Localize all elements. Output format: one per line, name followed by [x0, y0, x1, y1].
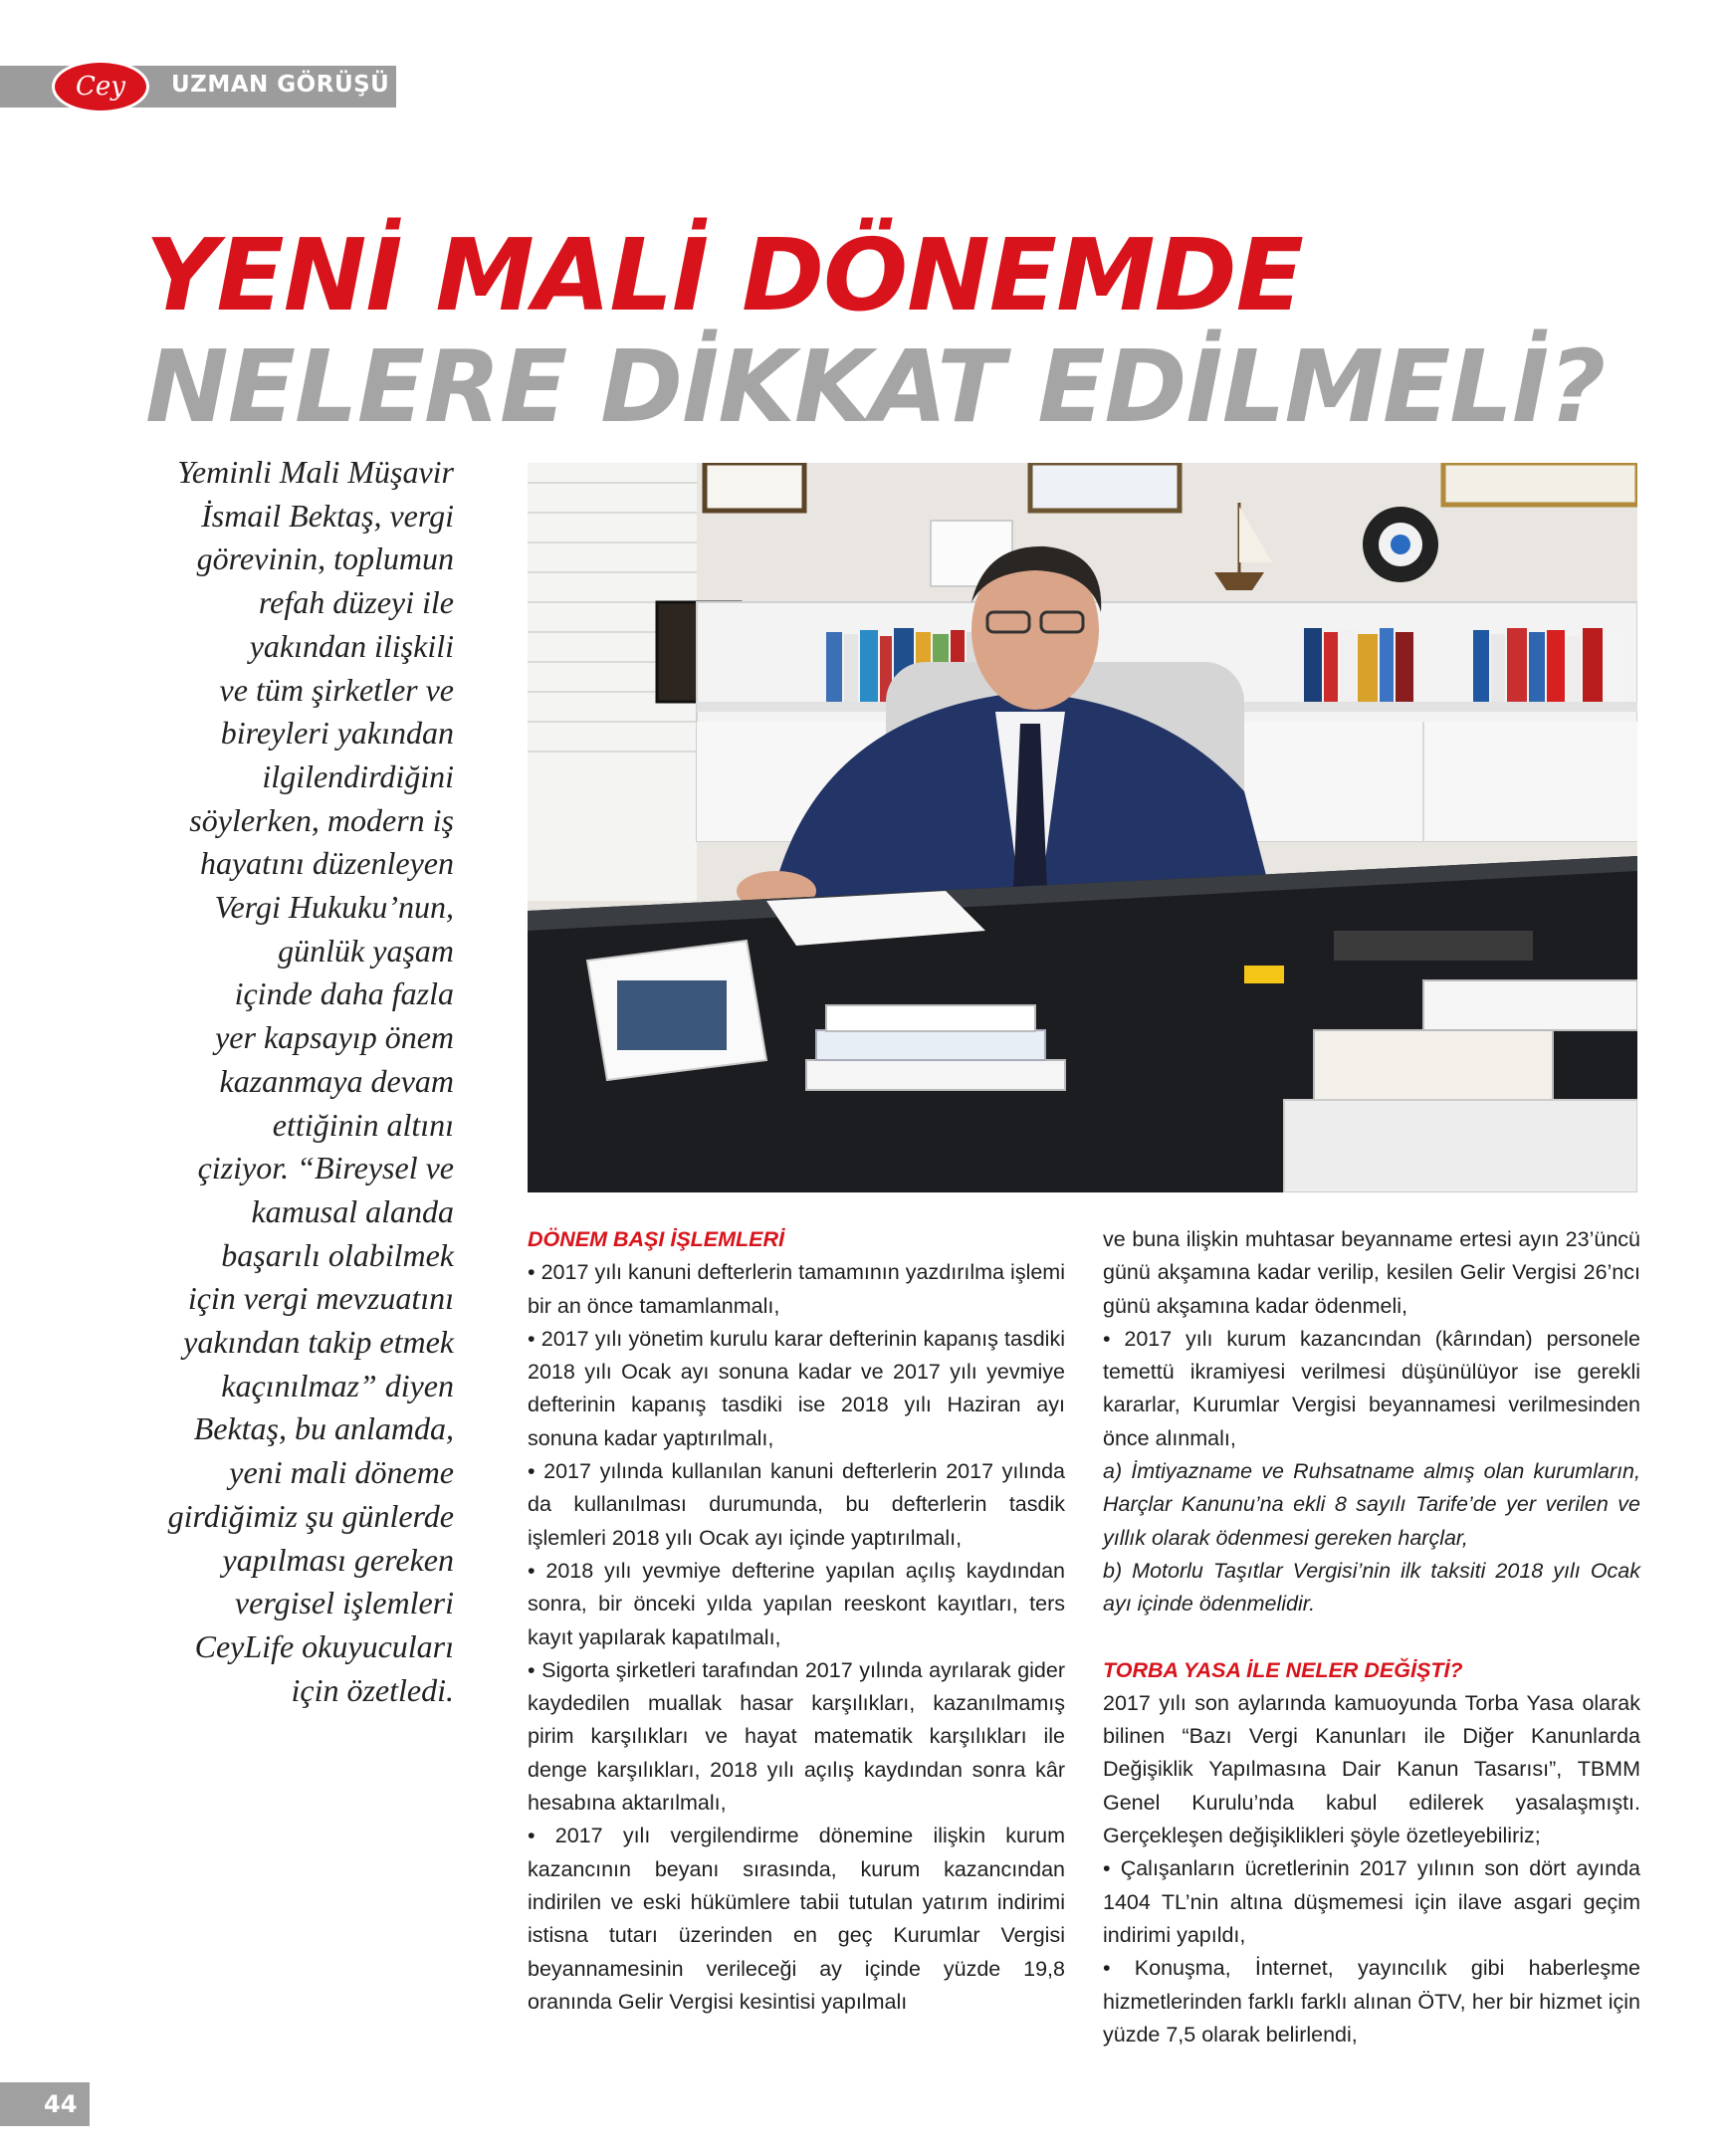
page-number: 44 — [44, 2090, 78, 2118]
paragraph: • 2017 yılı kanuni defterlerin tamamının yazdırılma işlemi bir an önce tamamlanmalı, — [528, 1260, 1065, 1318]
pull-quote-line: günlük yaşam — [278, 932, 454, 969]
ceylife-logo — [52, 60, 149, 113]
pull-quote-line: için vergi mevzuatını — [187, 1280, 454, 1317]
pull-quote-line: ve tüm şirketler ve — [219, 671, 454, 708]
pull-quote-line: Yeminli Mali Müşavir — [177, 454, 454, 490]
pull-quote-line: yer kapsayıp önem — [215, 1019, 454, 1056]
pull-quote-line: Bektaş, bu anlamda, — [193, 1410, 454, 1447]
pull-quote-line: vergisel işlemleri — [234, 1585, 454, 1621]
section-label: UZMAN GÖRÜŞÜ — [171, 72, 390, 98]
paragraph: • Sigorta şirketleri tarafından 2017 yılında ayrılarak gider kaydedilen muallak hasar karşılıkları, kazanılmamış pirim karşılıkları ve hayat matematik karşılıkları ile denge karşılıkları, 2018 yılı açılış kaydından sonra kâr hesabına aktarılmalı, — [528, 1657, 1065, 1816]
section-heading-donem-basi: DÖNEM BAŞI İŞLEMLERİ — [528, 1227, 785, 1251]
paragraph: • Konuşma, İnternet, yayıncılık gibi haberleşme hizmetlerinden farklı farklı alınan ÖTV, her bir hizmet için yüzde 7,5 olarak belirlendi, — [1103, 1956, 1640, 2047]
pull-quote-line: söylerken, modern iş — [189, 801, 454, 838]
paragraph: • 2017 yılında kullanılan kanuni defterlerin 2017 yılında da kullanılması durumunda, bu defterlerin tasdik işlemleri 2018 yılı Ocak ayı içinde yaptırılmalı, — [528, 1459, 1065, 1550]
pull-quote-line: çiziyor. “Bireysel ve — [197, 1150, 454, 1186]
headline-line-1: YENİ MALİ DÖNEMDE — [145, 217, 1303, 333]
pull-quote-line: bireyleri yakından — [220, 715, 454, 752]
pull-quote-line: yakından ilişkili — [249, 627, 454, 664]
pull-quote-line: başarılı olabilmek — [221, 1236, 454, 1273]
office-portrait-photo — [528, 463, 1637, 1192]
body-column-left — [528, 1223, 1065, 2019]
pull-quote-line: kamusal alanda — [251, 1192, 454, 1229]
paragraph: • 2017 yılı vergilendirme dönemine ilişkin kurum kazancının beyanı sırasında, kurum kazancından indirilen ve eski hükümlere tabii tutulan yatırım indirimi istisna tutarı üzerinden en geç Kurumlar Vergisi beyannamesinin verileceği ay içinde yüzde 19,8 oranında Gelir Vergisi kesintisi yapılmalı — [528, 1824, 1065, 2014]
pull-quote-line: kazanmaya devam — [219, 1062, 454, 1099]
pull-quote-line: yakından takip etmek — [183, 1324, 454, 1361]
paragraph: • 2017 yılı yönetim kurulu karar defterinin kapanış tasdiki 2018 yılı Ocak ayı sonuna kadar ve 2017 yılı yevmiye defterinin kapanış tasdiki ise 2018 yılı Haziran ayı sonuna kadar yaptırılmalı, — [528, 1326, 1065, 1450]
pull-quote-line: için özetledi. — [291, 1671, 454, 1708]
pull-quote — [139, 451, 454, 1712]
pull-quote-line: kaçınılmaz” diyen — [221, 1367, 454, 1403]
pull-quote-line: görevinin, toplumun — [196, 540, 454, 577]
pull-quote-line: yeni mali döneme — [229, 1454, 454, 1491]
paragraph: • Çalışanların ücretlerinin 2017 yılının son dört ayında 1404 TL’nin altına düşmemesi için ilave asgari geçim indirimi yapıldı, — [1103, 1856, 1640, 1947]
paragraph: ve buna ilişkin muhtasar beyanname ertesi ayın 23’üncü günü akşamına kadar verilip, kesilen Gelir Vergisi 26’ncı günü akşamına kadar ödenmeli, — [1103, 1227, 1640, 1318]
pull-quote-line: ettiğinin altını — [272, 1106, 454, 1143]
paragraph: • 2018 yılı yevmiye defterine yapılan açılış kaydından sonra, bir önceki yılda yapılan reeskont kayıtları, ters kayıt yapılarak kapatılmalı, — [528, 1558, 1065, 1649]
pull-quote-line: refah düzeyi ile — [258, 584, 454, 621]
section-heading-torba-yasa: TORBA YASA İLE NELER DEĞİŞTİ? — [1103, 1657, 1463, 1682]
pull-quote-line: yapılması gereken — [222, 1541, 454, 1578]
pull-quote-line: hayatını düzenleyen — [199, 845, 454, 882]
pull-quote-line: girdiğimiz şu günlerde — [167, 1497, 454, 1534]
pull-quote-line: CeyLife okuyucuları — [194, 1627, 454, 1664]
pull-quote-line: içinde daha fazla — [234, 975, 454, 1012]
pull-quote-line: ilgilendirdiğini — [262, 757, 454, 794]
logo-text: Cey — [76, 72, 125, 102]
body-column-right — [1103, 1223, 1640, 2051]
spacer — [1103, 1621, 1640, 1654]
paragraph: 2017 yılı son aylarında kamuoyunda Torba Yasa olarak bilinen “Bazı Vergi Kanunları ile Diğer Kanunlarda Değişiklik Yapılmasına Dair Kanun Tasarısı”, TBMM Genel Kurulu’nda kabul edilerek yasalaşmıştı. Gerçekleşen değişiklikleri şöyle özetleyebiliriz; — [1103, 1690, 1640, 1848]
pull-quote-line: İsmail Bektaş, vergi — [201, 497, 454, 534]
paragraph: b) Motorlu Taşıtlar Vergisi’nin ilk taksiti 2018 yılı Ocak ayı içinde ödenmelidir. — [1103, 1558, 1640, 1617]
pull-quote-line: Vergi Hukuku’nun, — [214, 889, 454, 926]
headline-line-2: NELERE DİKKAT EDİLMELİ? — [145, 328, 1606, 445]
paragraph: a) İmtiyazname ve Ruhsatname almış olan kurumların, Harçlar Kanunu’na ekli 8 sayılı Tarife’de yer verilen ve yıllık olarak ödenmesi gereken harçlar, — [1103, 1459, 1640, 1550]
paragraph: • 2017 yılı kurum kazancından (kârından) personele temettü ikramiyesi verilmesi düşünülüyor ise gerekli kararlar, Kurumlar Vergisi beyannamesi verilmesinden önce alınmalı, — [1103, 1326, 1640, 1450]
